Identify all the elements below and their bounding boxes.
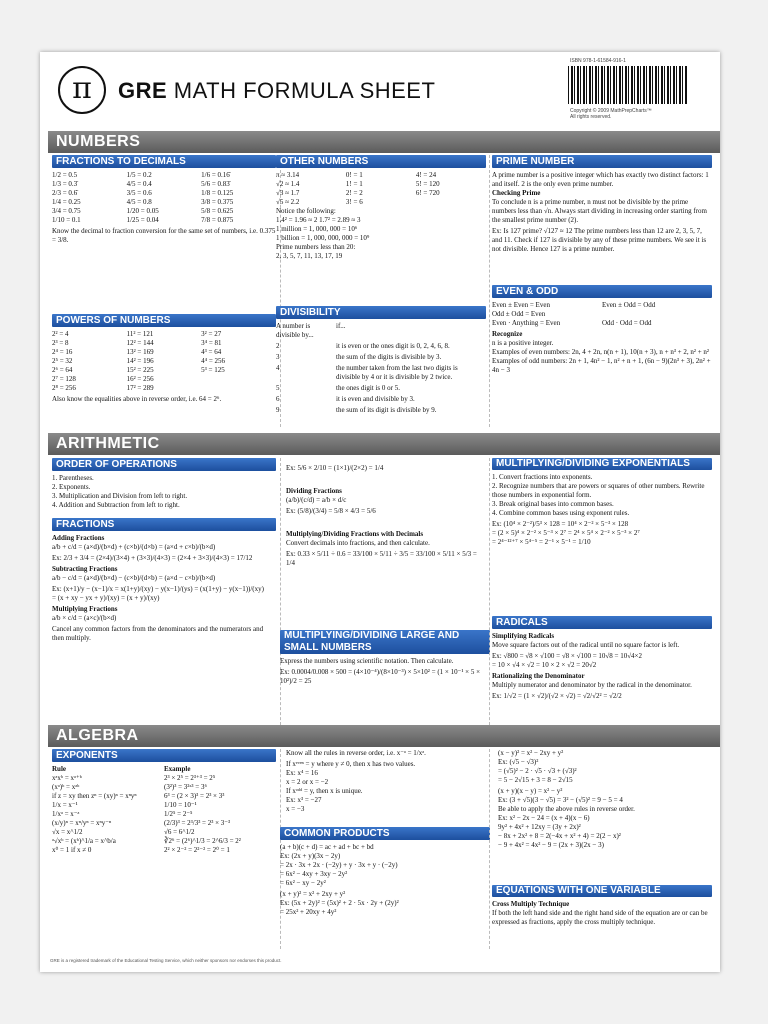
table-cell: 4³ = 64 bbox=[201, 348, 222, 356]
formula: (a + b)(c + d) = ac + ad + bc + bd bbox=[280, 843, 374, 851]
table-cell: 2! = 2 bbox=[345, 189, 363, 197]
table-cell: 3⁴ = 81 bbox=[201, 339, 222, 347]
simplifying-label: Simplifying Radicals bbox=[492, 632, 555, 640]
equations-panel bbox=[492, 885, 712, 927]
table-cell: 14² = 196 bbox=[126, 357, 154, 365]
order-list bbox=[52, 474, 276, 510]
cross-multiply-label: Cross Multiply Technique bbox=[492, 900, 570, 908]
table-cell: 6 bbox=[276, 395, 280, 403]
text: Be able to apply the above rules in reverse order. bbox=[498, 805, 635, 813]
table-cell: √3 ≈ 1.7 bbox=[276, 189, 300, 197]
example: Ex: 1/√2 = (1 × √2)/(√2 × √2) = √2/√2² = √2/2 bbox=[492, 692, 622, 700]
table-cell: 11² = 121 bbox=[126, 330, 154, 338]
fractions-title: FRACTIONS bbox=[52, 518, 276, 531]
table-cell bbox=[602, 310, 712, 319]
example: Ex: (5x + 2y)² = (5x)² + 2 · 5x · 2y + (2y)² bbox=[280, 899, 399, 907]
equations-title: EQUATIONS WITH ONE VARIABLE bbox=[492, 885, 712, 897]
exponentials-panel bbox=[492, 458, 712, 547]
primes-label: Prime numbers less than 20: bbox=[276, 243, 356, 251]
title-bold: GRE bbox=[118, 78, 168, 103]
example: Ex: (2x + y)(3x − 2y) bbox=[280, 852, 341, 860]
table-row bbox=[52, 819, 276, 828]
table-cell: Odd · Odd = Odd bbox=[602, 319, 652, 327]
table-cell: 5 bbox=[276, 384, 280, 392]
table-cell: 3² = 27 bbox=[201, 330, 222, 338]
table-cell: (xᵃ)ᵇ = xᵃᵇ bbox=[52, 783, 80, 791]
fractions-to-decimals-title: FRACTIONS TO DECIMALS bbox=[52, 155, 276, 168]
algebra-right bbox=[498, 749, 712, 850]
example: x = −3 bbox=[286, 805, 305, 813]
table-cell: the number taken from the last two digits is divisible by 4 or it is divisible by 2 twice. bbox=[336, 364, 458, 381]
example: Ex: x⁴ = 16 bbox=[286, 769, 318, 777]
other-numbers-table bbox=[276, 171, 486, 207]
formula: a/b × c/d = (a×c)/(b×d) bbox=[52, 614, 117, 622]
table-cell: Even · Anything = Even bbox=[492, 319, 561, 327]
exponentials-list bbox=[492, 473, 712, 518]
table-cell bbox=[416, 198, 486, 207]
table-cell: (3²)³ = 3²ˣ³ = 3⁶ bbox=[164, 783, 207, 791]
table-cell: 2⁴ = 16 bbox=[52, 348, 73, 356]
table-row bbox=[492, 301, 712, 310]
mult-div-decimals-label: Multiplying/Dividing Fractions with Decimals bbox=[286, 530, 424, 538]
text: If xᵒᵈᵈ = y, then x is unique. bbox=[286, 787, 363, 795]
note: Cancel any common factors from the denominators and the numerators and then multiply. bbox=[52, 625, 264, 642]
even-odd-text: Examples of odd numbers: 2n + 1, 4n² − 1, n² + n + 1, (6n − 9)(2n³ + 3), 2n² + 4n − 3 bbox=[492, 357, 711, 374]
even-odd-table bbox=[492, 301, 712, 328]
prime-text: To conclude n is a prime number, n must not be divisible by the prime numbers less than √n. Always start dividing in increasing order starting from the smallest prime number (2). bbox=[492, 198, 707, 224]
table-row bbox=[276, 342, 486, 351]
formula: (x + y)(x − y) = x² − y² bbox=[498, 787, 563, 795]
example: Ex: (10⁴ × 2⁻²)/5³ × 128 = 10⁴ × 2⁻² × 5⁻³ × 128 bbox=[492, 520, 629, 528]
example: Ex: (√5 − √3)² bbox=[498, 758, 539, 766]
divider bbox=[280, 458, 281, 740]
table-cell: π ≈ 3.14 bbox=[276, 171, 300, 179]
table-cell: 2⁸ = 256 bbox=[52, 384, 76, 392]
powers-title: POWERS OF NUMBERS bbox=[52, 314, 276, 327]
table-cell: Odd ± Odd = Even bbox=[492, 310, 546, 318]
powers-panel bbox=[52, 314, 276, 404]
table-cell: 17² = 289 bbox=[126, 384, 154, 392]
example: x = 2 or x = −2 bbox=[286, 778, 329, 786]
formula: a/b − c/d = (a×d)/(b×d) − (c×b)/(d×b) = (a×d − c×b)/(b×d) bbox=[52, 574, 216, 582]
order-title: ORDER OF OPERATIONS bbox=[52, 458, 276, 471]
other-numbers-panel bbox=[276, 155, 486, 261]
example: Ex: (3 + √5)(3 − √5) = 3² − (√5)² = 9 − 5 = 4 bbox=[498, 796, 623, 804]
table-row bbox=[492, 310, 712, 319]
example: Ex: 0.0004/0.008 × 500 = (4×10⁻⁴)/(8×10⁻³) × 5×10² = (1 × 10⁻¹ × 5 × 10²)/2 = 25 bbox=[280, 668, 481, 685]
table-row bbox=[276, 189, 486, 198]
list-item: 2. Exponents. bbox=[52, 483, 91, 491]
example: = (2 × 5)⁴ × 2⁻² × 5⁻³ × 2⁷ = 2⁴ × 5⁴ × 2⁻² × 5⁻³ × 2⁷ bbox=[492, 529, 640, 537]
example: Ex: x³ = −27 bbox=[286, 796, 322, 804]
table-row bbox=[52, 792, 276, 801]
notice-line: 1 million = 1, 000, 000 = 10⁶ bbox=[276, 225, 358, 233]
table-cell: √x = x^1/2 bbox=[52, 828, 83, 836]
example: = (√5)² − 2 · √5 · √3 + (√3)² bbox=[498, 767, 577, 775]
recognize-label: Recognize bbox=[492, 330, 523, 338]
notice-label: Notice the following: bbox=[276, 207, 336, 215]
large-small-panel bbox=[280, 630, 490, 686]
list-item: 1. Parentheses. bbox=[52, 474, 94, 482]
example: Ex: 0.33 × 5/11 ÷ 0.6 = 33/100 × 5/11 ÷ 3/5 = 33/100 × 5/11 × 5/3 = 1/4 bbox=[286, 550, 477, 567]
table-cell: Even ± Odd = Odd bbox=[602, 301, 656, 309]
table-cell: 1/10 = 0.1 bbox=[52, 216, 81, 224]
copyright: Copyright © 2009 MathPrepCharts™ All rights reserved. bbox=[570, 108, 652, 120]
table-row bbox=[276, 384, 486, 393]
even-odd-text: Examples of even numbers: 2n, 4 + 2n, n(n + 1), 10(n + 3), n + n³ + 2, n² + n² bbox=[492, 348, 710, 356]
table-row bbox=[52, 171, 276, 180]
table-row bbox=[276, 198, 486, 207]
table-cell: xᵃxᵇ = xᵃ⁺ᵇ bbox=[52, 774, 82, 782]
table-cell: ᵃ√xᵇ = (xᵇ)^1/a = x^b/a bbox=[52, 837, 116, 845]
table-cell: 3! = 6 bbox=[345, 198, 363, 206]
example: = 5 − 2√15 + 3 = 8 − 2√15 bbox=[498, 776, 573, 784]
text: If both the left hand side and the right hand side of the equation are or can be expressed as fractions, apply the cross multiply technique. bbox=[492, 909, 708, 926]
prime-check: Checking Prime bbox=[492, 189, 541, 197]
pi-logo-icon: π bbox=[58, 66, 106, 114]
table-cell: 4⁴ = 256 bbox=[201, 357, 226, 365]
table-cell: 2³ = 8 bbox=[52, 339, 69, 347]
large-small-title: MULTIPLYING/DIVIDING LARGE AND SMALL NUMBERS bbox=[280, 630, 490, 654]
table-row bbox=[52, 330, 276, 339]
table-row bbox=[52, 375, 276, 384]
fractions-to-decimals-table bbox=[52, 171, 276, 225]
table-row bbox=[276, 353, 486, 362]
table-cell: 12² = 144 bbox=[126, 339, 154, 347]
section-numbers: NUMBERS bbox=[48, 131, 720, 153]
divisibility-panel bbox=[276, 306, 486, 417]
table-cell: 4 bbox=[276, 364, 280, 372]
table-cell: 9 bbox=[276, 406, 280, 414]
example: Ex: √800 = √8 × √100 = √8 × √100 = 10√8 = 10√4×2 bbox=[492, 652, 642, 660]
table-cell: (x/y)ⁿ = xⁿ/yⁿ = xⁿy⁻ⁿ bbox=[52, 819, 112, 827]
list-item: 3. Break original bases into common bases. bbox=[492, 500, 614, 508]
example: = 25x² + 20xy + 4y² bbox=[280, 908, 337, 916]
table-cell: √2 ≈ 1.4 bbox=[276, 180, 300, 188]
adding-label: Adding Fractions bbox=[52, 534, 105, 542]
example-head: Example bbox=[164, 765, 191, 773]
table-cell: 2² × 2⁻² = 2²⁻² = 2⁰ = 1 bbox=[164, 846, 230, 854]
exponents-title: EXPONENTS bbox=[52, 749, 276, 762]
divider bbox=[489, 458, 490, 740]
common-products-panel bbox=[280, 827, 490, 917]
table-cell: 3/8 = 0.375 bbox=[201, 198, 234, 206]
formula: (a/b)/(c/d) = a/b × d/c bbox=[286, 496, 347, 504]
formula: a/b + c/d = (a×d)/(b×d) + (c×b)/(d×b) = (a×d + c×b)/(b×d) bbox=[52, 543, 216, 551]
table-cell: 2³ × 2⁵ = 2³⁺³ = 2⁵ bbox=[164, 774, 216, 782]
table-cell: 1/6 = 0.16̄ bbox=[201, 171, 230, 179]
example: − 8x + 2x² + 8 = 2(−4x + x² + 4) = 2(2 − x)² bbox=[498, 832, 621, 840]
table-cell: 7/8 = 0.875 bbox=[201, 216, 234, 224]
powers-note: Also know the equalities above in reverse order, i.e. 64 = 2⁶. bbox=[52, 395, 222, 403]
table-cell: √6 = 6^1/2 bbox=[164, 828, 195, 836]
sheet-title bbox=[118, 78, 435, 104]
divisibility-head: A number is divisible by... bbox=[276, 322, 314, 339]
formula: (x − y)² = x² − 2xy + y² bbox=[498, 749, 564, 757]
example: Ex: 5/6 × 2/10 = (1×1)/(2×2) = 1/4 bbox=[286, 464, 384, 472]
rule-head: Rule bbox=[52, 765, 66, 773]
table-cell: 5! = 120 bbox=[415, 180, 440, 188]
table-cell: 2 bbox=[276, 342, 280, 350]
subtracting-label: Subtracting Fractions bbox=[52, 565, 118, 573]
table-row bbox=[52, 828, 276, 837]
powers-table bbox=[52, 330, 276, 393]
table-cell: 3 bbox=[276, 353, 280, 361]
divider bbox=[489, 155, 490, 427]
list-item: 3. Multiplication and Division from left to right. bbox=[52, 492, 188, 500]
table-row bbox=[52, 837, 276, 846]
table-cell: 1/x = x⁻¹ bbox=[52, 801, 78, 809]
list-item: 2. Recognize numbers that are powers or squares of other numbers. Rewrite those numbers in exponential form. bbox=[492, 482, 705, 499]
even-odd-title: EVEN & ODD bbox=[492, 285, 712, 298]
divisibility-table bbox=[276, 342, 486, 415]
example: Ex: x² − 2x − 24 = (x + 4)(x − 6) bbox=[498, 814, 590, 822]
table-cell: 4! = 24 bbox=[415, 171, 437, 179]
text: Express the numbers using scientific notation. Then calculate. bbox=[280, 657, 454, 665]
table-cell: 13² = 169 bbox=[126, 348, 154, 356]
table-row bbox=[276, 180, 486, 189]
table-row bbox=[52, 384, 276, 393]
table-cell: 1/2 = 0.5 bbox=[52, 171, 78, 179]
table-row bbox=[52, 810, 276, 819]
table-row bbox=[52, 189, 276, 198]
example: − 9 + 4x² = 4x² − 9 = (2x + 3)(2x − 3) bbox=[498, 841, 604, 849]
table-cell: 3/4 = 0.75 bbox=[52, 207, 81, 215]
table-cell: 1! = 1 bbox=[345, 180, 363, 188]
sheet-header bbox=[40, 52, 720, 127]
divider bbox=[489, 749, 490, 949]
table-row bbox=[52, 783, 276, 792]
multiplying-label: Multiplying Fractions bbox=[52, 605, 118, 613]
ftd-note: Know the decimal to fraction conversion for the same set of numbers, i.e. 0.375 = 3/8. bbox=[52, 227, 276, 244]
table-cell: 4/5 = 0.4 bbox=[126, 180, 152, 188]
table-cell: 2/3 = 0.6̄ bbox=[52, 189, 78, 197]
example: = 6x² − 4xy + 3xy − 2y² bbox=[280, 870, 348, 878]
algebra-middle bbox=[286, 749, 484, 814]
table-cell: x⁰ = 1 if x ≠ 0 bbox=[52, 846, 92, 854]
list-item: 4. Addition and Subtraction from left to right. bbox=[52, 501, 180, 509]
example: 9y² + 4x² + 12xy = (3y + 2x)² bbox=[498, 823, 581, 831]
notice-line: 1 billion = 1, 000, 000, 000 = 10⁹ bbox=[276, 234, 370, 242]
table-row bbox=[276, 395, 486, 404]
table-cell: 1/5 = 0.2 bbox=[126, 171, 152, 179]
table-cell: √5 ≈ 2.2 bbox=[276, 198, 300, 206]
exponents-table bbox=[52, 774, 276, 855]
radicals-title: RADICALS bbox=[492, 616, 712, 629]
table-row bbox=[276, 364, 486, 382]
table-cell: 5³ = 125 bbox=[201, 366, 225, 374]
divisibility-head: if... bbox=[336, 322, 346, 330]
table-cell: 6! = 720 bbox=[415, 189, 440, 197]
text: Multiply numerator and denominator by the radical in the denominator. bbox=[492, 681, 692, 689]
table-cell: 1/3 = 0.3̄ bbox=[52, 180, 78, 188]
example: Ex: 2/3 + 3/4 = (2×4)/(3×4) + (3×3)/(4×3) = (2×4 + 3×3)/(4×3) = 17/12 bbox=[52, 554, 253, 562]
table-cell: 3/5 = 0.6 bbox=[126, 189, 152, 197]
table-row bbox=[52, 198, 276, 207]
list-item: 1. Convert fractions into exponents. bbox=[492, 473, 593, 481]
formula-sheet bbox=[40, 52, 720, 972]
formula: (x + y)² = x² + 2xy + y² bbox=[280, 890, 346, 898]
table-row bbox=[52, 348, 276, 357]
even-odd-panel bbox=[492, 285, 712, 375]
table-cell: the ones digit is 0 or 5. bbox=[336, 384, 400, 392]
prime-title: PRIME NUMBER bbox=[492, 155, 712, 168]
fractions-panel bbox=[52, 518, 276, 643]
table-cell: it is even or the ones digit is 0, 2, 4, 6, 8. bbox=[336, 342, 450, 350]
table-cell: 2⁷ = 128 bbox=[52, 375, 76, 383]
order-panel bbox=[52, 458, 276, 510]
prime-text: A prime number is a positive integer which has exactly two distinct factors: 1 and itself. 2 is the only even prime number. bbox=[492, 171, 709, 188]
text: Move square factors out of the radical until no square factor is left. bbox=[492, 641, 680, 649]
example: Ex: (x+1)/y − (x−1)/x = x(1+y)/(xy) − y(x−1)/(ys) = (x(1+y) − y(x−1))/(xy) bbox=[52, 585, 264, 593]
table-cell: 1/25 = 0.04 bbox=[126, 216, 159, 224]
example: = 10 × √4 × √2 = 10 × 2 × √2 = 20√2 bbox=[492, 661, 597, 669]
table-cell: 1/10 = 10⁻¹ bbox=[164, 801, 197, 809]
example: = 2⁴⁻¹²⁺⁷ × 5⁴⁻⁵ = 2⁻¹ × 5⁻¹ = 1/10 bbox=[492, 538, 591, 546]
table-cell: 1/2⁵ = 2⁻⁵ bbox=[164, 810, 193, 818]
text: If xᵉᵛᵉⁿ = y where y ≠ 0, then x has two values. bbox=[286, 760, 416, 768]
section-algebra: ALGEBRA bbox=[48, 725, 720, 747]
fractions-to-decimals-panel bbox=[52, 155, 276, 245]
table-cell: 0! = 1 bbox=[345, 171, 363, 179]
prime-panel bbox=[492, 155, 712, 254]
table-cell bbox=[201, 384, 276, 393]
table-row bbox=[52, 207, 276, 216]
example: = 2x · 3x + 2x · (−2y) + y · 3x + y · (−2y) bbox=[280, 861, 398, 869]
rationalizing-label: Rationalizing the Denominator bbox=[492, 672, 585, 680]
table-cell: 2² = 4 bbox=[52, 330, 69, 338]
table-row bbox=[52, 801, 276, 810]
section-arithmetic: ARITHMETIC bbox=[48, 433, 720, 455]
example: Ex: (5/8)/(3/4) = 5/8 × 4/3 = 5/6 bbox=[286, 507, 376, 515]
dividing-label: Dividing Fractions bbox=[286, 487, 342, 495]
prime-example: Ex: Is 127 prime? √127 ≈ 12 The prime numbers less than 12 are 2, 3, 5, 7, and 11. Check if 127 is divisible by any of these prime numbers. We see it is not divisible. Hence 127 is a prime number. bbox=[492, 227, 707, 253]
table-row bbox=[52, 846, 276, 855]
text: Know all the rules in reverse order, i.e. x⁻ᵃ = 1/xᵃ. bbox=[286, 749, 426, 757]
table-row bbox=[52, 216, 276, 225]
primes-list: 2, 3, 5, 7, 11, 13, 17, 19 bbox=[276, 252, 343, 260]
table-cell: Even ± Even = Even bbox=[492, 301, 550, 309]
table-cell: the sum of the digits is divisible by 3. bbox=[336, 353, 442, 361]
example: = (x + xy − yx + y)/(xy) = (x + y)/(xy) bbox=[52, 594, 160, 602]
footer-note: GRE is a registered trademark of the Educational Testing Service, which neither sponsors nor endorses this product. bbox=[50, 958, 282, 963]
table-cell: 1/xᵃ = x⁻ᵃ bbox=[52, 810, 80, 818]
table-cell: 4/5 = 0.8 bbox=[126, 198, 152, 206]
example: = 6x² − xy − 2y² bbox=[280, 879, 326, 887]
table-cell: 1/4 = 0.25 bbox=[52, 198, 81, 206]
table-cell: 2⁶ = 64 bbox=[52, 366, 73, 374]
even-odd-text: n is a positive integer. bbox=[492, 339, 554, 347]
table-cell: 5/6 = 0.83̄ bbox=[201, 180, 230, 188]
table-cell: 16² = 256 bbox=[126, 375, 154, 383]
isbn: ISBN 978-1-61584-916-1 bbox=[570, 58, 626, 64]
table-cell: it is even and divisible by 3. bbox=[336, 395, 415, 403]
table-row bbox=[276, 406, 486, 415]
table-cell: the sum of its digit is divisible by 9. bbox=[336, 406, 437, 414]
table-cell: 1/8 = 0.125 bbox=[201, 189, 234, 197]
table-cell: ∛2⁶ = (2⁶)^1/3 = 2^6/3 = 2² bbox=[164, 837, 241, 845]
exponentials-title: MULTIPLYING/DIVIDING EXPONENTIALS bbox=[492, 458, 712, 470]
table-cell: 2⁵ = 32 bbox=[52, 357, 73, 365]
list-item: 4. Combine common bases using exponent rules. bbox=[492, 509, 630, 517]
exponents-panel bbox=[52, 749, 276, 855]
table-row bbox=[52, 180, 276, 189]
table-cell: 6³ = (2 × 3)³ = 2³ × 3³ bbox=[164, 792, 225, 800]
table-cell: 1/20 = 0.05 bbox=[126, 207, 159, 215]
arithmetic-middle bbox=[286, 464, 484, 568]
table-row bbox=[52, 774, 276, 783]
table-row bbox=[492, 319, 712, 328]
text: Convert decimals into fractions, and then calculate. bbox=[286, 539, 430, 547]
table-row bbox=[52, 357, 276, 366]
table-row bbox=[276, 171, 486, 180]
notice-line: 1.4² = 1.96 ≈ 2 1.7² = 2.89 ≈ 3 bbox=[276, 216, 361, 224]
barcode-icon bbox=[568, 66, 688, 104]
other-numbers-title: OTHER NUMBERS bbox=[276, 155, 486, 168]
common-products-title: COMMON PRODUCTS bbox=[280, 827, 490, 840]
table-cell: (2/3)³ = 2³/3³ = 2³ × 3⁻³ bbox=[164, 819, 231, 827]
table-cell: 15² = 225 bbox=[126, 366, 154, 374]
table-row bbox=[52, 339, 276, 348]
radicals-panel bbox=[492, 616, 712, 701]
table-cell bbox=[201, 375, 276, 384]
divisibility-title: DIVISIBILITY bbox=[276, 306, 486, 319]
table-cell: if z = xy then zⁿ = (xy)ⁿ = xⁿyⁿ bbox=[52, 792, 137, 800]
title-rest: MATH FORMULA SHEET bbox=[167, 78, 436, 103]
table-row bbox=[52, 366, 276, 375]
table-cell: 5/8 = 0.625 bbox=[201, 207, 234, 215]
